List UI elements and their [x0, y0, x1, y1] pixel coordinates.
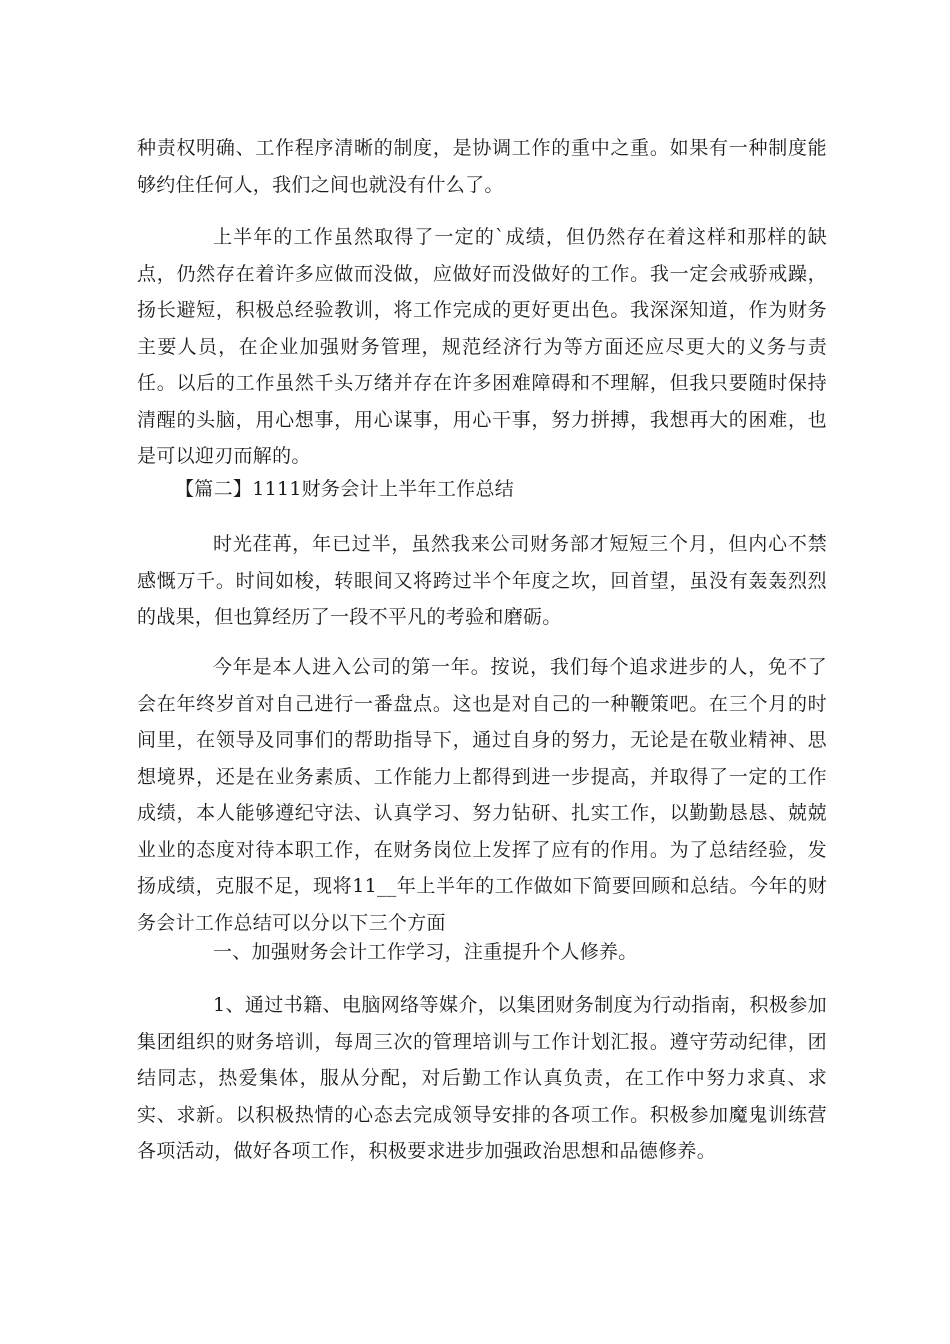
section-heading: 【篇二】1111财务会计上半年工作总结	[175, 478, 515, 500]
subheading-one: 一、加强财务会计工作学习，注重提升个人修养。	[213, 941, 638, 963]
paragraph-first-year: 今年是本人进入公司的第一年。按说，我们每个追求进步的人，免不了会在年终岁首对自己进行一番盘点。这也是对自己的一种鞭策吧。在三个月的时间里，在领导及同事们的帮助指导下，通过自身的努力，无论是在敬业精神、思想境界，还是在业务素质、工作能力上都得到进一步提高，并取得了一定的工作成绩，本人能够遵纪守法、认真学习、努力钻研、扎实工作，以勤勤恳恳、兢兢业业的态度对待本职工作，在财务岗位上发挥了应有的作用。为了总结经验，发扬成绩，克服不足，现将11__年上半年的工作做如下简要回顾和总结。今年的财务会计工作总结可以分以下三个方面	[137, 656, 827, 934]
paragraph-first-half-summary: 上半年的工作虽然取得了一定的`成绩，但仍然存在着这样和那样的缺点，仍然存在着许多应做而没做，应做好而没做好的工作。我一定会戒骄戒躁，扬长避短，积极总经验教训，将工作完成的更好更出色。我深深知道，作为财务主要人员，在企业加强财务管理，规范经济行为等方面还应尽更大的义务与责任。以后的工作虽然千头万绪并存在许多困难障碍和不理解，但我只要随时保持清醒的头脑，用心想事，用心谋事，用心干事，努力拼搏，我想再大的困难，也是可以迎刃而解的。	[137, 226, 827, 467]
paragraph-continuation: 种责权明确、工作程序清晰的制度，是协调工作的重中之重。如果有一种制度能够约住任何人，我们之间也就没有什么了。	[137, 137, 827, 196]
paragraph-item-one: 1、通过书籍、电脑网络等媒介，以集团财务制度为行动指南，积极参加集团组织的财务培训，每周三次的管理培训与工作计划汇报。遵守劳动纪律，团结同志，热爱集体，服从分配，对后勤工作认真负责，在工作中努力求真、求实、求新。以积极热情的心态去完成领导安排的各项工作。积极参加魔鬼训练营各项活动，做好各项工作，积极要求进步加强政治思想和品德修养。	[137, 994, 827, 1162]
paragraph-time-flies: 时光荏苒，年已过半，虽然我来公司财务部才短短三个月，但内心不禁感慨万千。时间如梭，转眼间又将跨过半个年度之坎，回首望，虽没有轰轰烈烈的战果，但也算经历了一段不平凡的考验和磨砺。	[137, 533, 827, 628]
